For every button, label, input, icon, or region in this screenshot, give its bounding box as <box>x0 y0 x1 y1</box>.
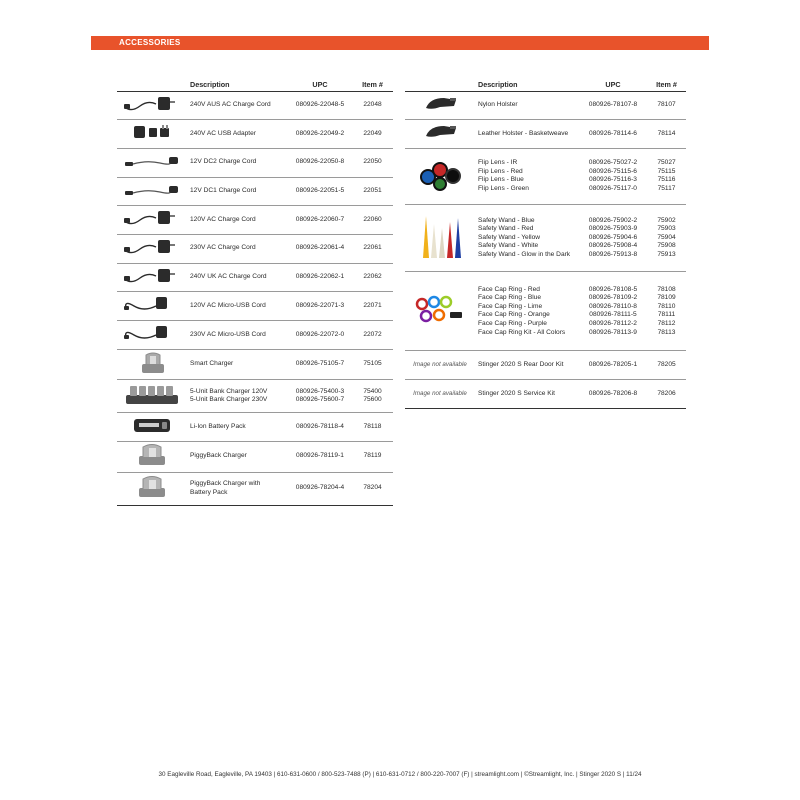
product-image-cell <box>117 380 187 413</box>
upc-cell <box>288 120 352 149</box>
item-number: 78119 <box>363 452 382 460</box>
upc-cell <box>288 321 352 350</box>
item-number: 75904 <box>657 233 676 241</box>
battery-pack-icon <box>122 414 182 440</box>
item-number: 78109 <box>657 294 676 302</box>
upc-value: 080926-22050-8 <box>295 158 345 166</box>
item-number-cell <box>352 349 393 380</box>
upc-value: 080926-75027-2 <box>588 159 638 167</box>
item-number-cell <box>352 413 393 442</box>
upc-cell <box>579 120 647 149</box>
upc-value: 080926-22071-3 <box>295 301 345 309</box>
description-line: Safety Wand - Glow in the Dark <box>478 251 571 259</box>
upc-value: 080926-78118-4 <box>296 422 344 430</box>
item-number: 75903 <box>657 225 676 233</box>
upc-value: 080926-78112-2 <box>589 319 637 327</box>
table-row <box>117 472 393 505</box>
description-line: 5-Unit Bank Charger 120V <box>190 387 268 395</box>
description-cell <box>187 148 288 177</box>
item-number: 22060 <box>363 215 382 223</box>
charge-cord-icon <box>122 266 182 290</box>
item-number: 78110 <box>657 302 676 310</box>
item-number: 22061 <box>363 244 382 252</box>
product-image-cell <box>117 234 187 263</box>
product-image-cell <box>405 120 475 149</box>
product-image-cell <box>117 292 187 321</box>
upc-value: 080926-75902-2 <box>588 216 638 224</box>
description-cell <box>475 120 579 149</box>
holster-icon <box>410 122 470 146</box>
item-number: 78204 <box>363 484 382 492</box>
item-number-cell <box>647 351 686 380</box>
product-image-cell <box>117 206 187 235</box>
item-number: 75116 <box>657 176 676 184</box>
description-line: Flip Lens - Blue <box>478 176 524 184</box>
item-number: 75027 <box>657 159 676 167</box>
description-cell <box>187 413 288 442</box>
upc-value: 080926-75400-3 <box>295 387 345 395</box>
charge-cord-icon <box>122 94 182 118</box>
description-line: Stinger 2020 S Service Kit <box>478 389 555 397</box>
product-image-cell <box>117 148 187 177</box>
upc-cell <box>288 234 352 263</box>
upc-value: 080926-75903-9 <box>588 225 638 233</box>
description-cell <box>187 472 288 505</box>
upc-value: 080926-78113-9 <box>589 328 637 336</box>
product-image-cell <box>405 148 475 204</box>
item-number: 75913 <box>657 251 676 259</box>
dc-cord-icon <box>122 180 182 204</box>
description-cell <box>475 351 579 380</box>
upc-value: 080926-78108-5 <box>588 285 638 293</box>
bank-charger-icon <box>122 381 182 411</box>
description-cell <box>187 91 288 120</box>
item-number: 75117 <box>657 184 676 192</box>
item-number: 78206 <box>657 389 676 397</box>
safety-wand-icon <box>410 208 470 268</box>
description-line: 120V AC Micro-USB Cord <box>190 301 266 309</box>
header-upc: UPC <box>288 77 352 91</box>
item-number: 22048 <box>363 101 382 109</box>
upc-value: 080926-78114-6 <box>589 129 637 137</box>
item-number-cell <box>352 292 393 321</box>
description-line: Flip Lens - Red <box>478 167 523 175</box>
upc-value: 080926-22051-5 <box>295 187 345 195</box>
table-row <box>117 413 393 442</box>
product-image-cell <box>117 263 187 292</box>
table-row <box>117 292 393 321</box>
description-line: Safety Wand - Yellow <box>478 233 541 241</box>
table-row <box>117 206 393 235</box>
upc-cell <box>579 380 647 409</box>
table-header-row <box>405 77 686 91</box>
upc-value: 080926-75904-6 <box>588 233 638 241</box>
description-cell <box>475 148 579 204</box>
table-row <box>117 234 393 263</box>
description-cell <box>475 272 579 351</box>
item-number-cell <box>647 204 686 272</box>
table-row <box>117 380 393 413</box>
item-number: 78107 <box>657 101 676 109</box>
item-number: 75600 <box>363 396 382 404</box>
description-line: Face Cap Ring - Purple <box>478 319 547 327</box>
description-line: Face Cap Ring - Blue <box>478 294 542 302</box>
upc-value: 080926-75105-7 <box>295 360 345 368</box>
header-description: Description <box>187 77 288 91</box>
piggyback-charger-icon <box>122 442 182 472</box>
description-line: 12V DC1 Charge Cord <box>190 187 257 195</box>
charge-cord-icon <box>122 208 182 232</box>
description-cell <box>187 321 288 350</box>
description-line: 12V DC2 Charge Cord <box>190 158 257 166</box>
item-number-cell <box>352 472 393 505</box>
item-number-cell <box>647 272 686 351</box>
upc-cell <box>288 441 352 472</box>
description-line: Face Cap Ring Kit - All Colors <box>478 328 566 336</box>
product-image-cell <box>117 413 187 442</box>
description-line: Face Cap Ring - Orange <box>478 311 550 319</box>
description-cell <box>187 441 288 472</box>
item-number-cell <box>352 441 393 472</box>
item-number-cell <box>352 206 393 235</box>
product-image-cell <box>405 351 475 380</box>
description-cell <box>187 263 288 292</box>
description-cell <box>475 380 579 409</box>
upc-value: 080926-75908-4 <box>588 242 638 250</box>
upc-value: 080926-22072-0 <box>295 330 345 338</box>
description-cell <box>187 120 288 149</box>
upc-cell <box>288 349 352 380</box>
upc-value: 080926-22049-2 <box>295 129 345 137</box>
header-upc: UPC <box>579 77 647 91</box>
item-number-cell <box>352 120 393 149</box>
upc-value: 080926-75117-0 <box>589 184 637 192</box>
description-line: PiggyBack Charger with <box>190 479 261 487</box>
item-number: 78114 <box>657 129 676 137</box>
table-row <box>405 351 686 380</box>
upc-value: 080926-78119-1 <box>296 452 344 460</box>
upc-value: 080926-78110-8 <box>589 302 637 310</box>
item-number: 78118 <box>363 422 382 430</box>
item-number: 22049 <box>363 129 382 137</box>
product-image-cell <box>117 177 187 206</box>
item-number-cell <box>352 177 393 206</box>
table-row <box>405 91 686 120</box>
item-number-cell <box>352 234 393 263</box>
upc-value: 080926-78107-8 <box>588 101 638 109</box>
item-number: 78111 <box>657 311 676 319</box>
description-cell <box>187 206 288 235</box>
item-number: 75115 <box>657 167 676 175</box>
description-cell <box>475 91 579 120</box>
description-line: Face Cap Ring - Red <box>478 285 540 293</box>
table-row <box>117 148 393 177</box>
product-image-cell <box>117 91 187 120</box>
description-line: Flip Lens - Green <box>478 184 529 192</box>
product-image-cell <box>117 472 187 505</box>
upc-cell <box>579 204 647 272</box>
description-cell <box>187 177 288 206</box>
upc-value: 080926-75913-8 <box>588 251 638 259</box>
description-line: Smart Charger <box>190 360 234 368</box>
flip-lens-icon <box>410 157 470 197</box>
description-line: 5-Unit Bank Charger 230V <box>190 396 268 404</box>
item-number: 22072 <box>363 330 382 338</box>
description-line: 120V AC Charge Cord <box>190 215 256 223</box>
item-number-cell <box>352 263 393 292</box>
table-row <box>117 91 393 120</box>
description-line: 240V AUS AC Charge Cord <box>190 101 271 109</box>
item-number-cell <box>647 120 686 149</box>
upc-cell <box>288 292 352 321</box>
upc-cell <box>288 380 352 413</box>
product-image-cell <box>117 321 187 350</box>
item-number: 78108 <box>657 285 676 293</box>
micro-usb-cord-icon <box>122 294 182 318</box>
upc-value: 080926-78206-8 <box>588 389 638 397</box>
image-not-available-label: Image not available <box>413 389 467 397</box>
section-banner <box>91 36 709 50</box>
product-image-cell <box>117 120 187 149</box>
item-number-cell <box>647 91 686 120</box>
accessories-table-left <box>117 77 393 506</box>
upc-cell <box>579 272 647 351</box>
description-line: 230V AC Micro-USB Cord <box>190 330 266 338</box>
item-number: 75400 <box>363 387 382 395</box>
product-image-cell <box>117 441 187 472</box>
micro-usb-cord-icon <box>122 323 182 347</box>
description-cell <box>187 349 288 380</box>
item-number: 78112 <box>657 319 676 327</box>
product-image-cell <box>117 349 187 380</box>
product-image-cell <box>405 204 475 272</box>
header-description: Description <box>475 77 579 91</box>
table-row <box>117 349 393 380</box>
table-row <box>117 177 393 206</box>
item-number: 22050 <box>363 158 382 166</box>
description-line: Stinger 2020 S Rear Door Kit <box>478 360 564 368</box>
upc-cell <box>288 91 352 120</box>
upc-cell <box>579 148 647 204</box>
product-image-cell <box>405 272 475 351</box>
item-number-cell <box>352 148 393 177</box>
item-number-cell <box>647 380 686 409</box>
upc-value: 080926-78204-4 <box>295 484 345 492</box>
description-line: Safety Wand - Red <box>478 225 534 233</box>
upc-cell <box>288 413 352 442</box>
item-number: 75902 <box>657 216 676 224</box>
image-not-available-label: Image not available <box>413 360 467 368</box>
item-number-cell <box>352 380 393 413</box>
table-row <box>117 263 393 292</box>
description-line: 230V AC Charge Cord <box>190 244 256 252</box>
upc-value: 080926-22060-7 <box>295 215 345 223</box>
page-footer: 30 Eagleville Road, Eagleville, PA 19403 | 610-631-0600 / 800-523-7488 (P) | 610-631-0712 / 800-220-7007 (F) | streamlight.com | ©Streamlight, Inc. | Stinger 2020 S | 11/24 <box>158 771 642 778</box>
description-line: 240V UK AC Charge Cord <box>190 273 267 281</box>
description-line: Safety Wand - White <box>478 242 539 250</box>
item-number: 22062 <box>363 273 382 281</box>
header-item: Item # <box>647 77 686 91</box>
description-line: Safety Wand - Blue <box>478 216 535 224</box>
upc-cell <box>579 91 647 120</box>
upc-cell <box>288 263 352 292</box>
table-row <box>405 148 686 204</box>
item-number: 78205 <box>657 360 676 368</box>
description-cell <box>187 292 288 321</box>
section-title: ACCESSORIES <box>119 38 181 47</box>
charge-cord-icon <box>122 237 182 261</box>
upc-cell <box>288 472 352 505</box>
description-cell <box>475 204 579 272</box>
upc-value: 080926-78111-5 <box>589 311 637 319</box>
description-line: Face Cap Ring - Lime <box>478 302 543 310</box>
header-item: Item # <box>352 77 393 91</box>
table-row <box>405 272 686 351</box>
table-row <box>405 120 686 149</box>
table-row <box>405 204 686 272</box>
item-number-cell <box>352 91 393 120</box>
item-number-cell <box>352 321 393 350</box>
description-line: PiggyBack Charger <box>190 452 247 460</box>
item-number-cell <box>647 148 686 204</box>
upc-value: 080926-75115-6 <box>589 167 637 175</box>
description-line: Li-Ion Battery Pack <box>190 422 246 430</box>
item-number: 22051 <box>363 187 382 195</box>
upc-value: 080926-22048-5 <box>295 101 345 109</box>
item-number: 22071 <box>363 301 382 309</box>
description-line: Nylon Holster <box>478 101 518 109</box>
upc-cell <box>579 351 647 380</box>
upc-value: 080926-78109-2 <box>588 294 638 302</box>
description-cell <box>187 380 288 413</box>
description-line: Flip Lens - IR <box>478 159 518 167</box>
dc-cord-icon <box>122 151 182 175</box>
usb-adapter-icon <box>122 122 182 146</box>
table-row <box>405 380 686 409</box>
table-header-row <box>117 77 393 91</box>
upc-cell <box>288 177 352 206</box>
face-cap-ring-icon <box>410 292 470 332</box>
upc-value: 080926-22062-1 <box>295 273 345 281</box>
item-number: 75908 <box>657 242 676 250</box>
accessories-table-right <box>405 77 686 409</box>
description-line: Battery Pack <box>190 488 228 496</box>
item-number: 75105 <box>363 360 382 368</box>
upc-value: 080926-22061-4 <box>295 244 345 252</box>
item-number: 78113 <box>657 328 676 336</box>
upc-value: 080926-75116-3 <box>589 176 637 184</box>
piggyback-charger-icon <box>122 474 182 504</box>
holster-icon <box>410 94 470 118</box>
smart-charger-icon <box>122 350 182 380</box>
upc-value: 080926-78205-1 <box>588 360 638 368</box>
table-row <box>117 120 393 149</box>
upc-cell <box>288 206 352 235</box>
table-row <box>117 321 393 350</box>
description-line: Leather Holster - Basketweave <box>478 129 569 137</box>
description-cell <box>187 234 288 263</box>
description-line: 240V AC USB Adapter <box>190 129 256 137</box>
product-image-cell <box>405 91 475 120</box>
upc-cell <box>288 148 352 177</box>
table-row <box>117 441 393 472</box>
product-image-cell <box>405 380 475 409</box>
upc-value: 080926-75600-7 <box>295 396 345 404</box>
